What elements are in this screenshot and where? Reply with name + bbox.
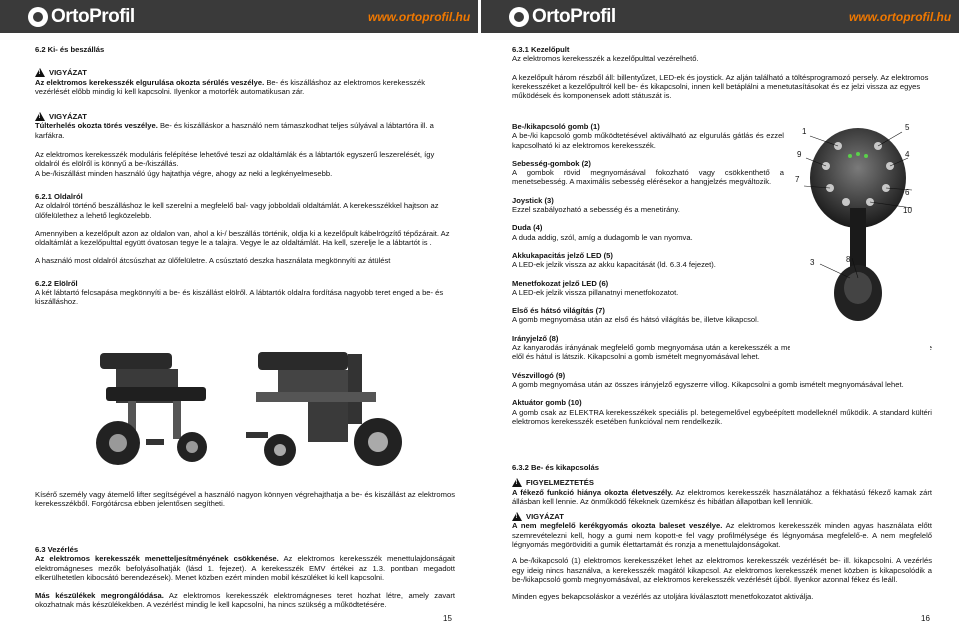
page-number: 15 — [443, 614, 452, 623]
control-item-title: Első és hátsó világítás (7) — [512, 306, 605, 316]
section-title: 6.2.2 Elölről — [35, 278, 78, 288]
diagram-label: 7 — [795, 175, 800, 184]
paragraph: Az oldalról történő beszálláshoz le kell szerelni a megfelelő bal- vagy jobboldali oldaltámlát. A kerekesszékkel hajtson az ülőfelülethez a lehető legközelebb. — [35, 201, 439, 220]
site-url: www.ortoprofil.hu — [368, 10, 471, 24]
section-6-3-2 — [512, 463, 932, 602]
warning-heading: ! VIGYÁZAT — [35, 112, 455, 121]
control-item — [512, 251, 784, 270]
page-header-left — [0, 0, 478, 33]
warning-triangle-icon — [512, 478, 522, 487]
control-item-title: Irányjelző (8) — [512, 333, 559, 343]
control-item-title: Aktuátor gomb (10) — [512, 398, 582, 408]
diagram-label: 5 — [905, 123, 910, 132]
control-item — [512, 398, 932, 426]
ortoprofil-logo — [28, 4, 135, 30]
warning-text: Túlterhelés okozta törés veszélye. Be- és kiszálláskor a használó nem támaszkodhat teljes súlyával a lábtartóra ill. a karfákra. — [35, 121, 434, 140]
photo-caption: Kísérő személy vagy átemelő lifter segítségével a használó nagyon könnyen végrehajthatja a be- és kiszállást az elektromos kerekesszékből. Forgótárcsa ebben jelentősen segítheti. — [35, 490, 455, 509]
paragraph: A kezelőpult három részből áll: billentyűzet, LED-ek és joystick. Az alján található a töltésprogramozó persely. Az elektromos kerekesszéket a kezelőpultról kell be- és kikapcsolni, innen kell betáplálni a menetutasításokat és ez jelzi vissza az egyes működések és komponensek adott státuszát is. — [512, 72, 929, 101]
diagram-label: 8 — [846, 255, 851, 264]
warning-triangle-icon — [35, 68, 45, 77]
page-header-right — [481, 0, 959, 33]
control-item-text: A LED-ek jelzik vissza pillanatnyi menetfokozatot. — [512, 287, 679, 297]
warning-triangle-icon — [512, 512, 522, 521]
control-item — [512, 223, 784, 242]
control-item-title: Akkukapacitás jelző LED (5) — [512, 250, 613, 260]
control-item-text: A gomb megnyomása után az összes irányjelző egyszerre villog. Kikapcsolni a gomb ismételt megnyomásával lehet. — [512, 379, 904, 389]
right-page-column — [512, 45, 932, 100]
control-item — [512, 279, 784, 298]
wheelchair-photo-front — [88, 335, 223, 470]
paragraph: Amennyiben a kezelőpult azon az oldalon van, ahol a ki-/ beszállás történik, oldja ki a kezelőpult kábelrögzítő tépőzárait. Az oldaltámlát a kezelőpulttal együtt óvatosan tegye le a talajra. Vegye le az oldaltámlát. Ha kell, szerelje le a lábtartót is . — [35, 228, 450, 248]
logo-text: OrtoProfil — [532, 6, 616, 27]
warning-heading: ! VIGYÁZAT — [512, 512, 932, 521]
wheelchair-photo-side — [238, 332, 416, 472]
section-6-3 — [35, 545, 455, 610]
section-title: 6.2 Ki- és beszállás — [35, 45, 105, 54]
logo-mark-icon — [509, 7, 529, 27]
section-title: 6.3 Vezérlés — [35, 545, 79, 554]
control-item — [512, 371, 932, 390]
paragraph: A be-/kikapcsoló (1) elektromos kerekesszéket lehet az elektromos kerekesszék vezérlését be- ill. kikapcsolni. A vezérlés egy ideig nincs használva, a kerekesszék magától kikapcsol. Az elektromos kerekesszék menet közben is kikapcsolódik a be-/kikapcsoló gomb megnyomásával, az elektromos kerekesszék vezérlését újból. Ilyenkor azonnal fékez és leáll. — [512, 556, 932, 584]
site-url: www.ortoprofil.hu — [849, 10, 952, 24]
warning-triangle-icon — [35, 112, 45, 121]
control-item — [512, 196, 784, 215]
paragraph: Az elektromos kerekesszék menetteljesítményének csökkenése. Az elektromos kerekesszék menettulajdonságait elektromágneses mezők befolyásolhatják (lásd 1. fejezet). A kerekesszék EMV értékei az 1.3. pontban megadott elkerülhetetlen kibocsátó berendezések). Menet közben ezért minden mobil készüléket ki kell kapcsolni. — [35, 554, 455, 582]
logo-text: OrtoProfil — [51, 6, 135, 27]
control-item-text: Ezzel szabályozható a sebesség és a menetirány. — [512, 205, 680, 215]
diagram-label: 6 — [905, 188, 910, 197]
control-item-text: A be-/ki kapcsoló gomb működtetésével aktiválható az elgurulás gátlás és ezzel kapcsolható ki az elektromos kerekesszék. — [512, 131, 784, 150]
ortoprofil-logo — [509, 4, 616, 30]
control-item-title: Be-/kikapcsoló gomb (1) — [512, 122, 600, 131]
warning-text: Az elektromos kerekesszék elgurulása okozta sérülés veszélye. Be- és kiszálláshoz az elektromos kerekesszék vezérlését előbb mindig ki kell kapcsolni. Ilyenkor a motorfék automatikusan zár. — [35, 77, 425, 96]
control-item-text: Az kanyarodás irányának megfelelő gomb megnyomása után a kerekesszék a megfelelő irányban indexel. Az index jelzése elől és hátul is látszik. Kikapcsolni a gomb ismételt megnyomásával lehet. — [512, 343, 932, 362]
paragraph: Az elektromos kerekesszék moduláris felépítése lehetővé teszi az oldaltámlák és a lábtartók egyszerű leszerelését, így oldalról és elölről is könnyű a be-/kiszállás. — [35, 150, 435, 169]
paragraph: Minden egyes bekapcsoláskor a vezérlés az utoljára kiválasztott menetfokozatot aktiválja. — [512, 592, 814, 602]
warning-text: A nem megfelelő kerékgyomás okozta baleset veszélye. Az elektromos kerekesszék minden agyas használata előtt szemrevételezni kell, hogy a gumi nem kopott-e fel vagy profilmélysége és légnyomása megfelelő-e. A nem megfelelő légnyomás megöröviditi a gumik élettartamát és ronzja a menettulajdonságokat. — [512, 521, 932, 550]
control-item — [512, 122, 784, 150]
paragraph: A két lábtartó felcsapása megkönnyíti a be- és kiszállást elölről. A lábtartók oldalra fordítása nagyobb teret enged a be- és kiszálláshoz. — [35, 288, 444, 307]
warning-heading: ! VIGYÁZAT — [35, 68, 455, 77]
section-title: 6.3.2 Be- és kikapcsolás — [512, 463, 599, 472]
control-item-text: A gombok rövid megnyomásával fokozható vagy csökkenthető a menetsebesség. A maximális sebesség elérésekor a hangjelzés megváltozik. — [512, 168, 784, 187]
paragraph: A be-/kiszállást minden használó úgy hajtathja végre, ahogy az neki a legkényelmesebb. — [35, 168, 333, 178]
diagram-label: 4 — [905, 150, 910, 159]
control-item — [512, 159, 784, 187]
diagram-label: 9 — [797, 150, 802, 159]
paragraph: Más készülékek megrongálódása. Az elektromos kerekesszék elektromágneses teret hozhat létre, amely zavart okozhatnak más készülékekben. A vezérlést mindig le kell kapcsolni, ha nincs szükség a működtetésére. — [35, 591, 455, 610]
control-item-text: A LED-ek jelzik vissza az akku kapacitását (ld. 6.3.4 fejezet). — [512, 260, 716, 270]
diagram-label: 1 — [802, 127, 807, 136]
paragraph: Az elektromos kerekesszék a kezelőpulttal vezérelhető. — [512, 54, 699, 64]
section-title: 6.2.1 Oldalról — [35, 191, 83, 201]
control-items-list — [512, 122, 932, 435]
control-item-title: Vészvillogó (9) — [512, 370, 566, 380]
logo-mark-icon — [28, 7, 48, 27]
page-number: 16 — [921, 614, 930, 623]
warning-heading: ! FIGYELMEZTETÉS — [512, 478, 932, 487]
control-item-text: A duda addig, szól, amíg a dudagomb le van nyomva. — [512, 232, 693, 242]
control-item-title: Joystick (3) — [512, 195, 554, 205]
control-item-text: A gomb csak az ELEKTRA kerekesszékek speciális pl. betegemelővel egybeépített modelleknél működik. A standard kültéri elektromos kerekesszék esetében funkcióval nem rendelkezik. — [512, 407, 932, 426]
control-item-title: Menetfokozat jelző LED (6) — [512, 278, 609, 288]
control-item-text: A gomb megnyomása után az első és hátsó világítás be, illetve kikapcsol. — [512, 315, 759, 325]
control-item-title: Sebesség-gombok (2) — [512, 158, 591, 168]
section-title: 6.3.1 Kezelőpult — [512, 45, 570, 54]
diagram-label: 3 — [810, 258, 815, 267]
left-page-column — [35, 45, 455, 307]
control-item — [512, 306, 784, 325]
warning-text: A fékező funkció hiánya okozta életveszély. Az elektromos kerekesszék használatához a fékhatású fékező kamak zárt állásban kell lennie. Az önműködő fékeknek üzemkész és hibátlan állapotban kell lenniük. — [512, 487, 932, 506]
diagram-label: 10 — [903, 206, 912, 215]
control-item-title: Duda (4) — [512, 223, 543, 233]
paragraph: A használó most oldalról átcsúszhat az ülőfelületre. A csúsztató deszka használata megkönnyíti az átülést — [35, 256, 391, 266]
